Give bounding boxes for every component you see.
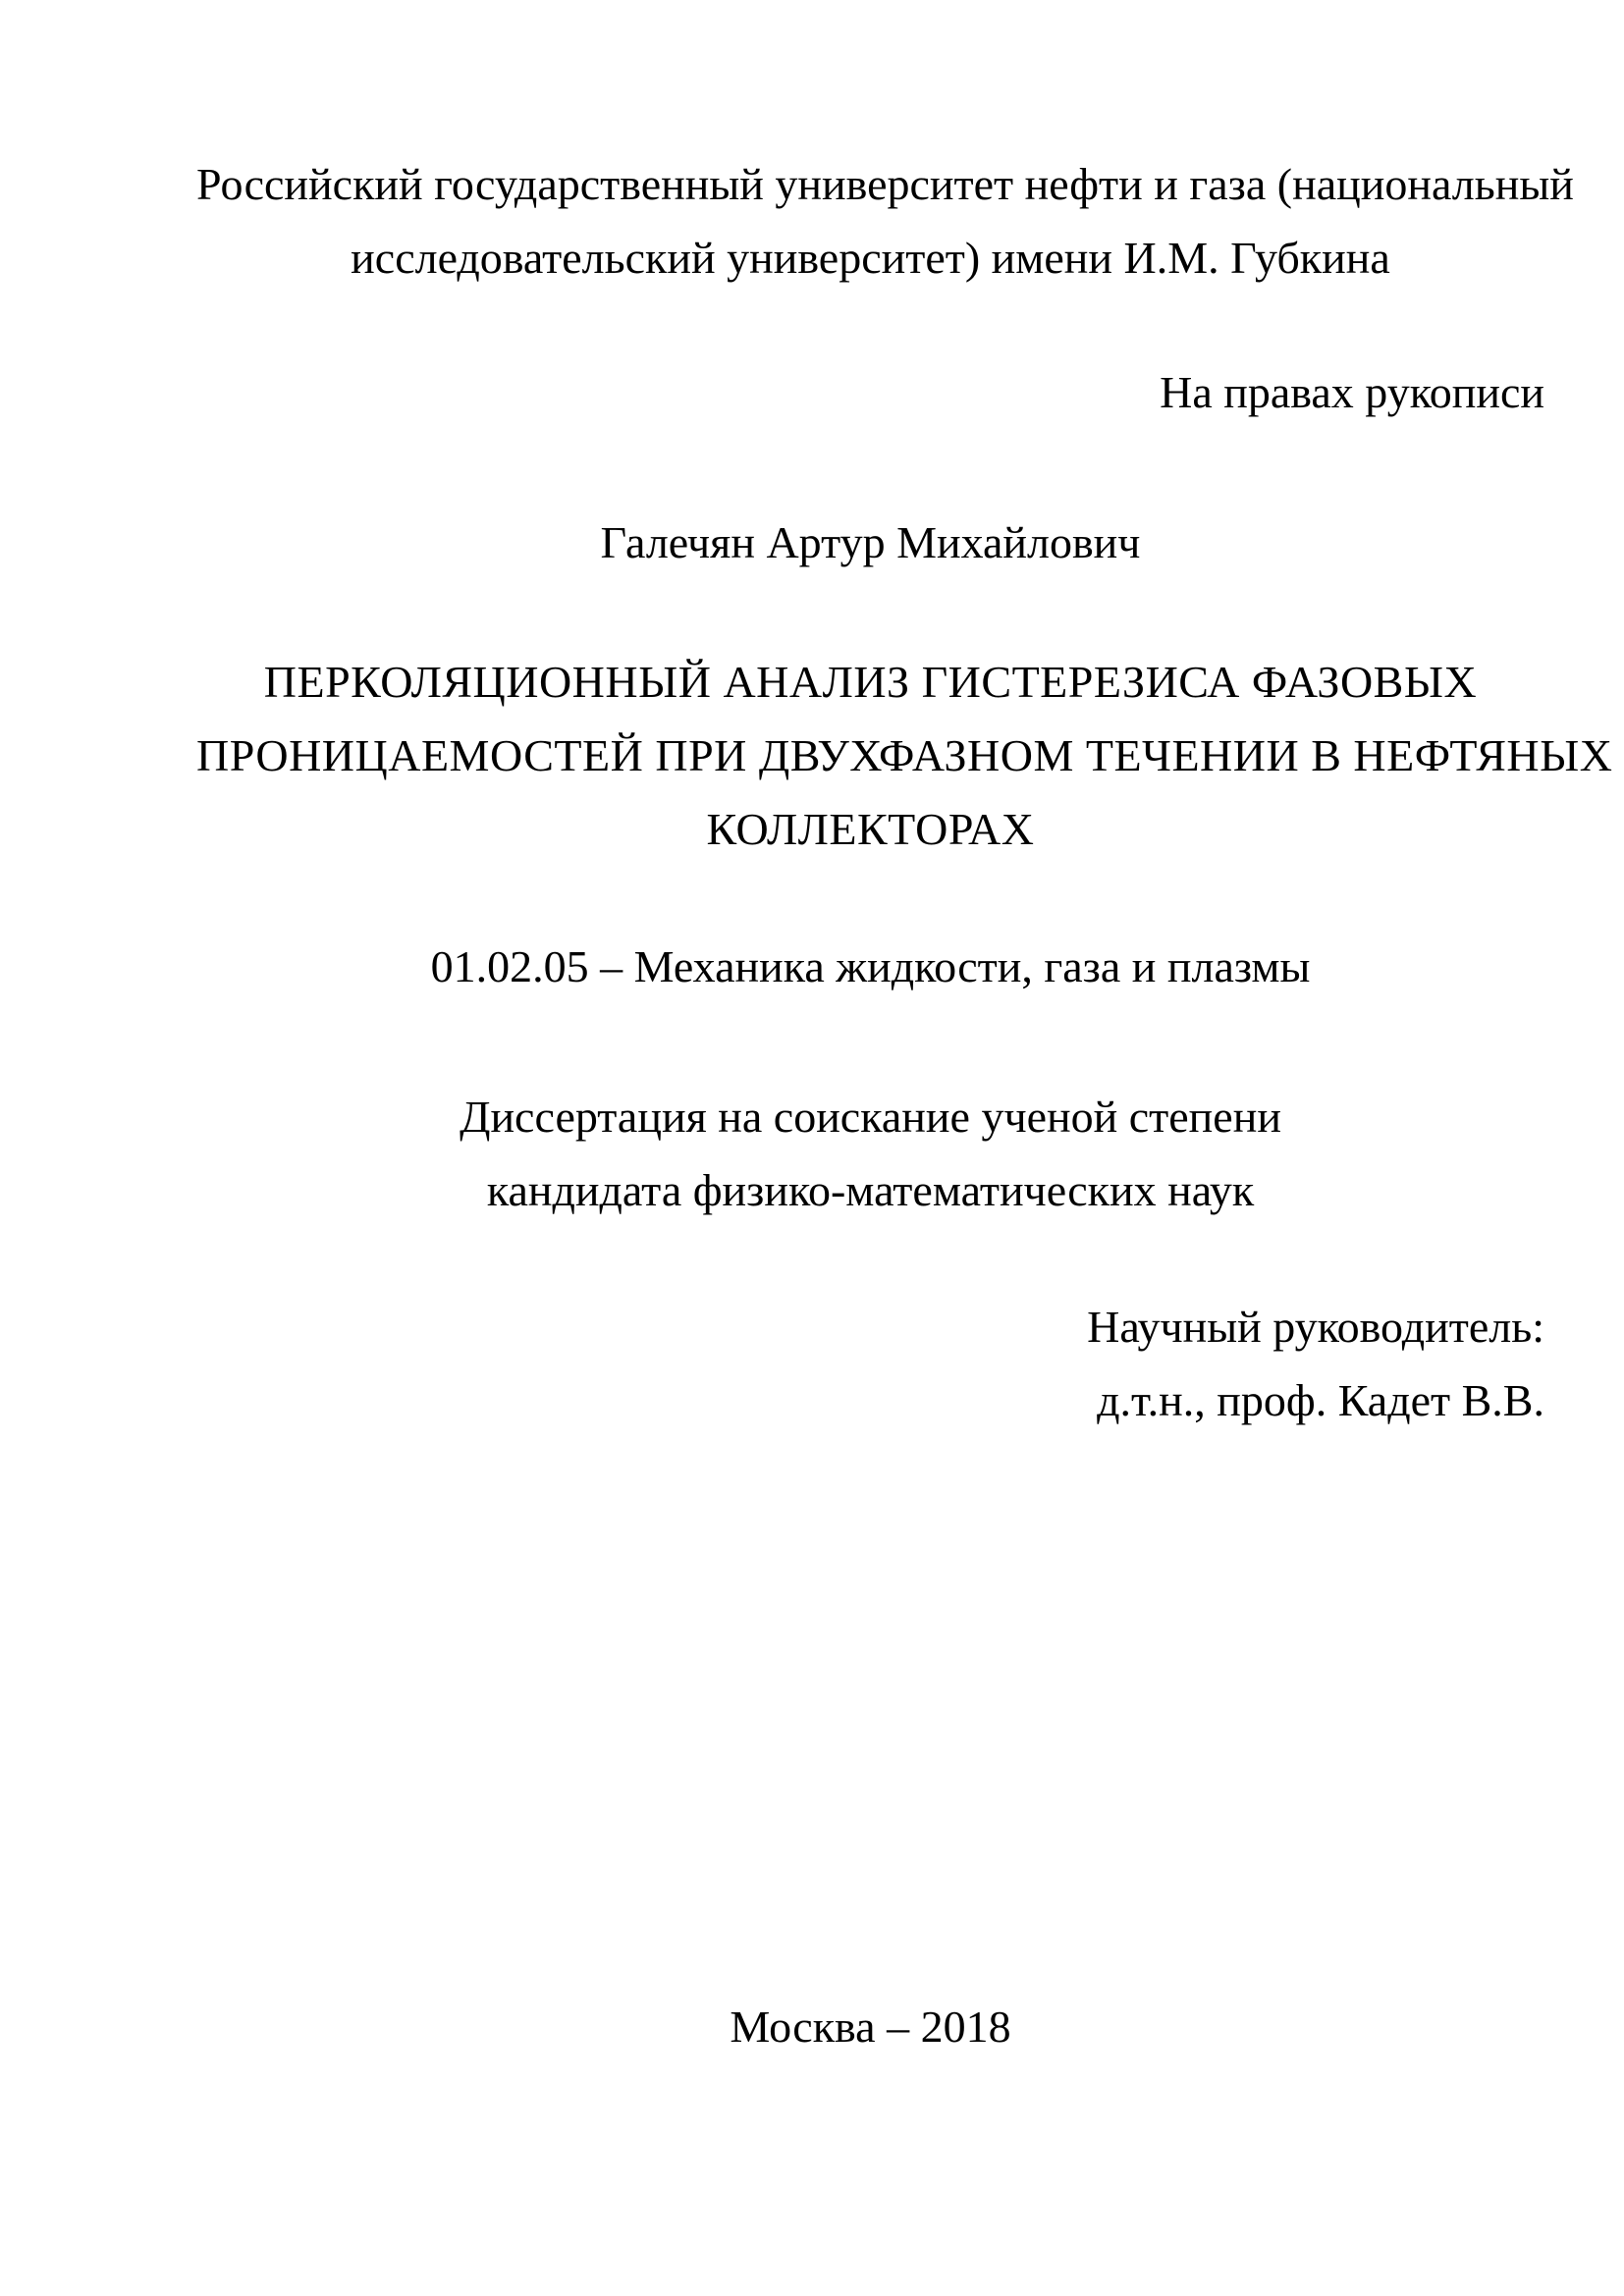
supervisor-name: д.т.н., проф. Кадет В.В. bbox=[1097, 1375, 1544, 1425]
supervisor-label: Научный руководитель: bbox=[1087, 1302, 1544, 1352]
supervisor-info bbox=[196, 1290, 1544, 1437]
degree-statement bbox=[196, 1080, 1544, 1227]
university-name-line-2: исследовательский университет) имени И.М. Губкина bbox=[351, 233, 1390, 283]
author-name: Галечян Артур Михайлович bbox=[600, 517, 1141, 567]
dissertation-title bbox=[196, 645, 1613, 866]
dissertation-title-line-3: КОЛЛЕКТОРАХ bbox=[706, 804, 1035, 854]
university-name-line-1: Российский государственный университет нефти и газа (национальный bbox=[196, 159, 1574, 209]
manuscript-rights-note: На правах рукописи bbox=[1160, 367, 1544, 417]
city-and-year: Москва – 2018 bbox=[730, 2002, 1011, 2052]
dissertation-title-line-2: ПРОНИЦАЕМОСТЕЙ ПРИ ДВУХФАЗНОМ ТЕЧЕНИИ В НЕФТЯНЫХ bbox=[196, 730, 1613, 780]
dissertation-title-line-1: ПЕРКОЛЯЦИОННЫЙ АНАЛИЗ ГИСТЕРЕЗИСА ФАЗОВЫХ bbox=[263, 657, 1478, 707]
university-name bbox=[196, 147, 1574, 294]
specialty-code: 01.02.05 – Механика жидкости, газа и плазмы bbox=[430, 941, 1311, 991]
degree-statement-line-1: Диссертация на соискание ученой степени bbox=[460, 1092, 1281, 1142]
degree-statement-line-2: кандидата физико-математических наук bbox=[486, 1165, 1255, 1215]
